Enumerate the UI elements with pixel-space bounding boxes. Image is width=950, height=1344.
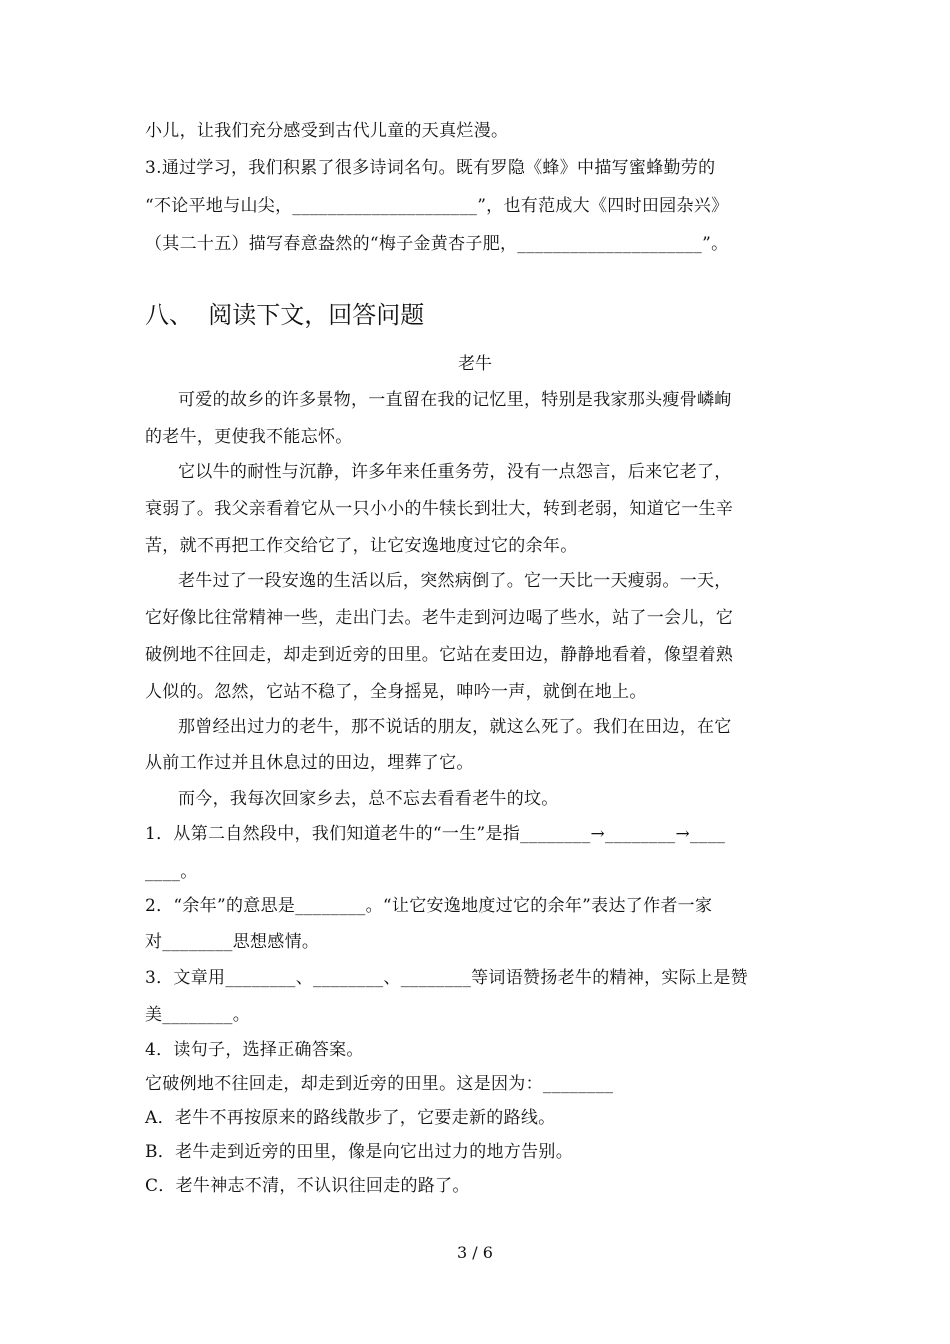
passage-line: 它以牛的耐性与沉静，许多年来任重务劳，没有一点怨言，后来它老了， bbox=[178, 462, 732, 482]
passage-line: 的老牛，更使我不能忘怀。 bbox=[145, 427, 353, 447]
text-line: 小儿，让我们充分感受到古代儿童的天真烂漫。 bbox=[145, 121, 509, 141]
passage-line: 从前工作过并且休息过的田边，埋葬了它。 bbox=[145, 753, 474, 773]
question-line: 它破例地不往回走，却走到近旁的田里。这是因为：________ bbox=[145, 1074, 614, 1094]
text-line: （其二十五）描写春意盎然的“梅子金黄杏子肥，_____________________”。 bbox=[145, 234, 729, 254]
answer-option-a: A．老牛不再按原来的路线散步了，它要走新的路线。 bbox=[145, 1108, 556, 1128]
question-line: 4．读句子，选择正确答案。 bbox=[145, 1040, 364, 1060]
question-line: ____。 bbox=[145, 862, 198, 882]
answer-option-b: B．老牛走到近旁的田里，像是向它出过力的地方告别。 bbox=[145, 1142, 573, 1162]
passage-line: 它好像比往常精神一些，走出门去。老牛走到河边喝了些水，站了一会儿，它 bbox=[145, 608, 734, 628]
question-line: 3．文章用________、________、________等词语赞扬老牛的精神，实际上是赞 bbox=[145, 968, 748, 988]
passage-line: 衰弱了。我父亲看着它从一只小小的牛犊长到壮大，转到老弱，知道它一生辛 bbox=[145, 499, 734, 519]
question-line: 1．从第二自然段中，我们知道老牛的“一生”是指________→________→____ bbox=[145, 824, 726, 844]
passage-line: 而今，我每次回家乡去，总不忘去看看老牛的坟。 bbox=[178, 789, 559, 809]
passage-line: 苦，就不再把工作交给它了，让它安逸地度过它的余年。 bbox=[145, 536, 578, 556]
passage-title: 老牛 bbox=[458, 354, 492, 374]
text-line: 3.通过学习，我们积累了很多诗词名句。既有罗隐《蜂》中描写蜜蜂勤劳的 bbox=[145, 158, 716, 178]
section-heading: 八、 阅读下文，回答问题 bbox=[145, 301, 425, 329]
passage-line: 老牛过了一段安逸的生活以后，突然病倒了。它一天比一天瘦弱。一天， bbox=[178, 571, 732, 591]
passage-line: 破例地不往回走，却走到近旁的田里。它站在麦田边，静静地看着，像望着熟 bbox=[145, 645, 734, 665]
passage-line: 可爱的故乡的许多景物，一直留在我的记忆里，特别是我家那头瘦骨嶙峋 bbox=[178, 390, 732, 410]
question-line: 对________思想感情。 bbox=[145, 932, 320, 952]
text-line: “不论平地与山尖，_____________________”，也有范成大《四时田园杂兴》 bbox=[145, 196, 729, 216]
question-line: 2．“余年”的意思是________。“让它安逸地度过它的余年”表达了作者一家 bbox=[145, 896, 713, 916]
answer-option-c: C．老牛神志不清，不认识往回走的路了。 bbox=[145, 1176, 470, 1196]
question-line: 美________。 bbox=[145, 1005, 250, 1025]
passage-line: 那曾经出过力的老牛，那不说话的朋友，就这么死了。我们在田边，在它 bbox=[178, 717, 732, 737]
page-number: 3 / 6 bbox=[457, 1243, 493, 1262]
passage-line: 人似的。忽然，它站不稳了，全身摇晃，呻吟一声，就倒在地上。 bbox=[145, 682, 647, 702]
